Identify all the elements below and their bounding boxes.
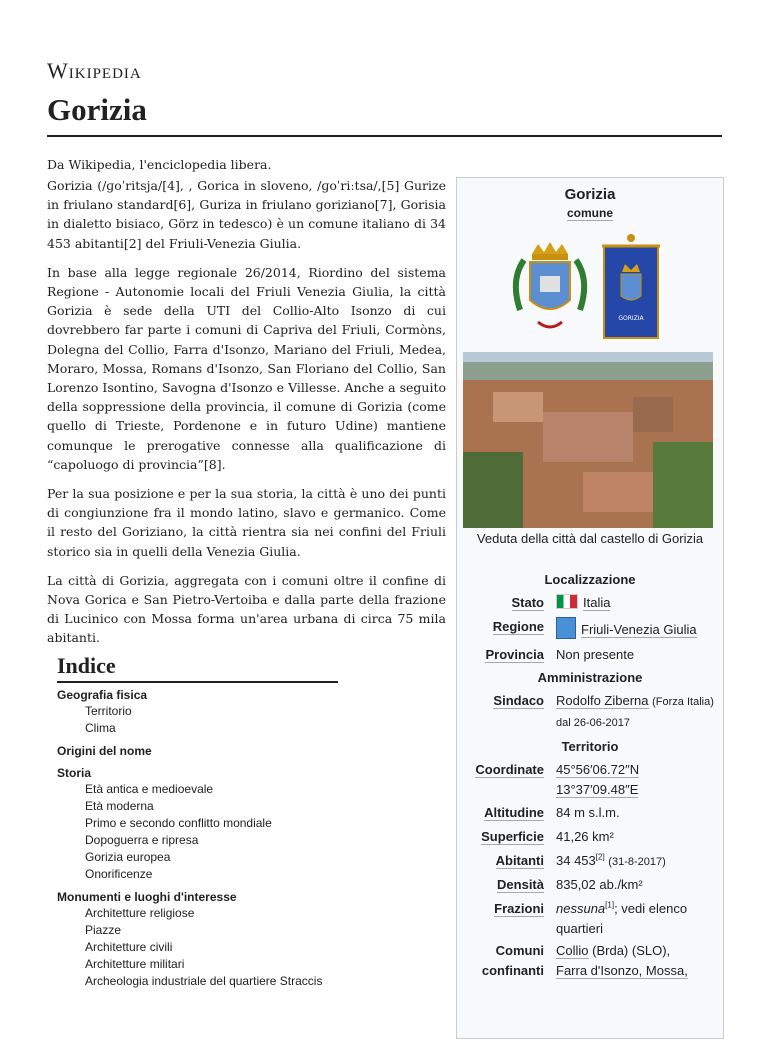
provincia-value: Non presente [556, 647, 635, 662]
superficie-label[interactable]: Superficie [481, 829, 544, 844]
stato-label[interactable]: Stato [511, 595, 544, 610]
coat-of-arms-icon[interactable] [510, 240, 590, 340]
toc-item[interactable]: Monumenti e luoghi d'interesse [57, 890, 237, 904]
section-amministrazione: Amministrazione [537, 670, 643, 685]
table-of-contents [57, 687, 322, 990]
toc-item[interactable]: Origini del nome [57, 744, 152, 758]
toc-subitem[interactable]: Onorificenze [85, 867, 153, 881]
section-territorio: Territorio [561, 739, 619, 754]
toc-item[interactable]: Geografia fisica [57, 688, 148, 702]
infobox-type[interactable]: comune [566, 206, 613, 220]
emblems [457, 232, 723, 348]
toc-subitem[interactable]: Primo e secondo conflitto mondiale [85, 816, 272, 830]
toc-divider [57, 681, 338, 683]
section-localizzazione: Localizzazione [544, 572, 636, 587]
regione-label[interactable]: Regione [492, 619, 544, 634]
regione-value[interactable]: Friuli-Venezia Giulia [556, 617, 716, 640]
italy-flag-icon [556, 594, 578, 609]
toc-subitem[interactable]: Architetture religiose [85, 906, 195, 920]
toc-subitem[interactable]: Architetture civili [85, 940, 173, 954]
toc-subitem[interactable]: Archeologia industriale del quartiere Straccis [85, 974, 323, 988]
altitudine-value: 84 m s.l.m. [556, 805, 620, 820]
toc-item[interactable]: Storia [57, 766, 92, 780]
altitudine-label[interactable]: Altitudine [484, 805, 544, 820]
densita-label[interactable]: Densità [497, 877, 544, 892]
fvg-flag-icon [556, 617, 576, 639]
toc-subitem[interactable]: Piazze [85, 923, 122, 937]
gonfalone-icon[interactable] [602, 232, 660, 342]
abitanti-value: 34 453[2] (31-8-2017) [556, 852, 666, 868]
comuni-label: Comuni confinanti [481, 943, 544, 978]
comuni-value[interactable]: Collio (Brda) (SLO), Farra d'Isonzo, Mossa, [556, 943, 688, 978]
stato-value[interactable]: Italia [556, 593, 716, 613]
toc-title: Indice [57, 653, 116, 678]
title-divider [47, 135, 722, 137]
svg-text:GORIZIA: GORIZIA [618, 315, 644, 322]
sindaco-value[interactable]: Rodolfo Ziberna (Forza Italia) dal 26-06-2017 [556, 693, 714, 729]
toc-subitem[interactable]: Architetture militari [85, 957, 185, 971]
paragraph-4: La città di Gorizia, aggregata con i comuni oltre il confine di Nova Gorica e San Pietro-Vertoiba e dalla parte della frazione di Lucinico con Mossa forma un'area urbana di circa 75 mila abitanti. [47, 572, 446, 646]
densita-value: 835,02 ab./km² [556, 877, 643, 892]
toc-subitem[interactable]: Territorio [85, 704, 132, 718]
toc-subitem[interactable]: Dopoguerra e ripresa [85, 833, 199, 847]
toc-subitem[interactable]: Clima [85, 721, 116, 735]
infobox [456, 177, 724, 1039]
wikipedia-logo[interactable]: Wikipedia [47, 58, 142, 83]
provincia-label[interactable]: Provincia [485, 647, 544, 662]
paragraph-2: In base alla legge regionale 26/2014, Riordino del sistema Regione - Autonomie locali del Friuli Venezia Giulia, la città Gorizia è sede della UTI del Collio-Alto Isonzo di cui dovrebbero far parte i comuni di Capriva del Friuli, Cormòns, Dolegna del Collio, Farra d'Isonzo, Mariano del Friuli, Medea, Moraro, Mossa, Romans d'Isonzo, San Floriano del Collio, San Lorenzo Isontino, Savogna d'Isonzo e Villesse. Anche a seguito della soppressione della provincia, il comune di Gorizia (come quello di Trieste, Pordenone e in futuro Udine) mantiene comunque le prerogative connesse alla qualificazione di “capoluogo di provincia”[8]. [47, 264, 446, 472]
article-body [47, 176, 446, 658]
toc-subitem[interactable]: Età moderna [85, 799, 154, 813]
frazioni-label[interactable]: Frazioni [494, 901, 544, 916]
infobox-title: Gorizia [564, 186, 616, 203]
superficie-value: 41,26 km² [556, 829, 614, 844]
photo-caption: Veduta della città dal castello di Gorizia [476, 531, 704, 546]
coordinate-value[interactable]: 45°56′06.72″N 13°37′09.48″E [556, 762, 640, 797]
toc-subitem[interactable]: Gorizia europea [85, 850, 171, 864]
city-photo[interactable] [463, 352, 713, 528]
sindaco-label[interactable]: Sindaco [493, 693, 544, 708]
coordinate-label[interactable]: Coordinate [475, 762, 544, 777]
site-subtitle: Da Wikipedia, l'enciclopedia libera. [47, 157, 272, 172]
toc-subitem[interactable]: Età antica e medioevale [85, 782, 214, 796]
frazioni-value[interactable]: nessuna[1]; vedi elenco quartieri [556, 900, 688, 936]
paragraph-1: Gorizia (/ɡoˈritsja/[4], , Gorica in sloveno, /ɡoˈriːtsa/,[5] Gurize in friulano standard[6], Guriza in friulano goriziano[7], Gorisia in dialetto bisiaco, Görz in tedesco) è un comune italiano di 34 453 abitanti[2] del Friuli-Venezia Giulia. [47, 178, 446, 251]
page-title: Gorizia [47, 92, 147, 127]
abitanti-label[interactable]: Abitanti [495, 853, 544, 868]
paragraph-3: Per la sua posizione e per la sua storia, la città è uno dei punti di congiunzione fra il mondo latino, slavo e germanico. Come il resto del Goriziano, la città rientra sia nei confini del Friuli storico sia in quelli della Venezia Giulia. [47, 486, 446, 559]
